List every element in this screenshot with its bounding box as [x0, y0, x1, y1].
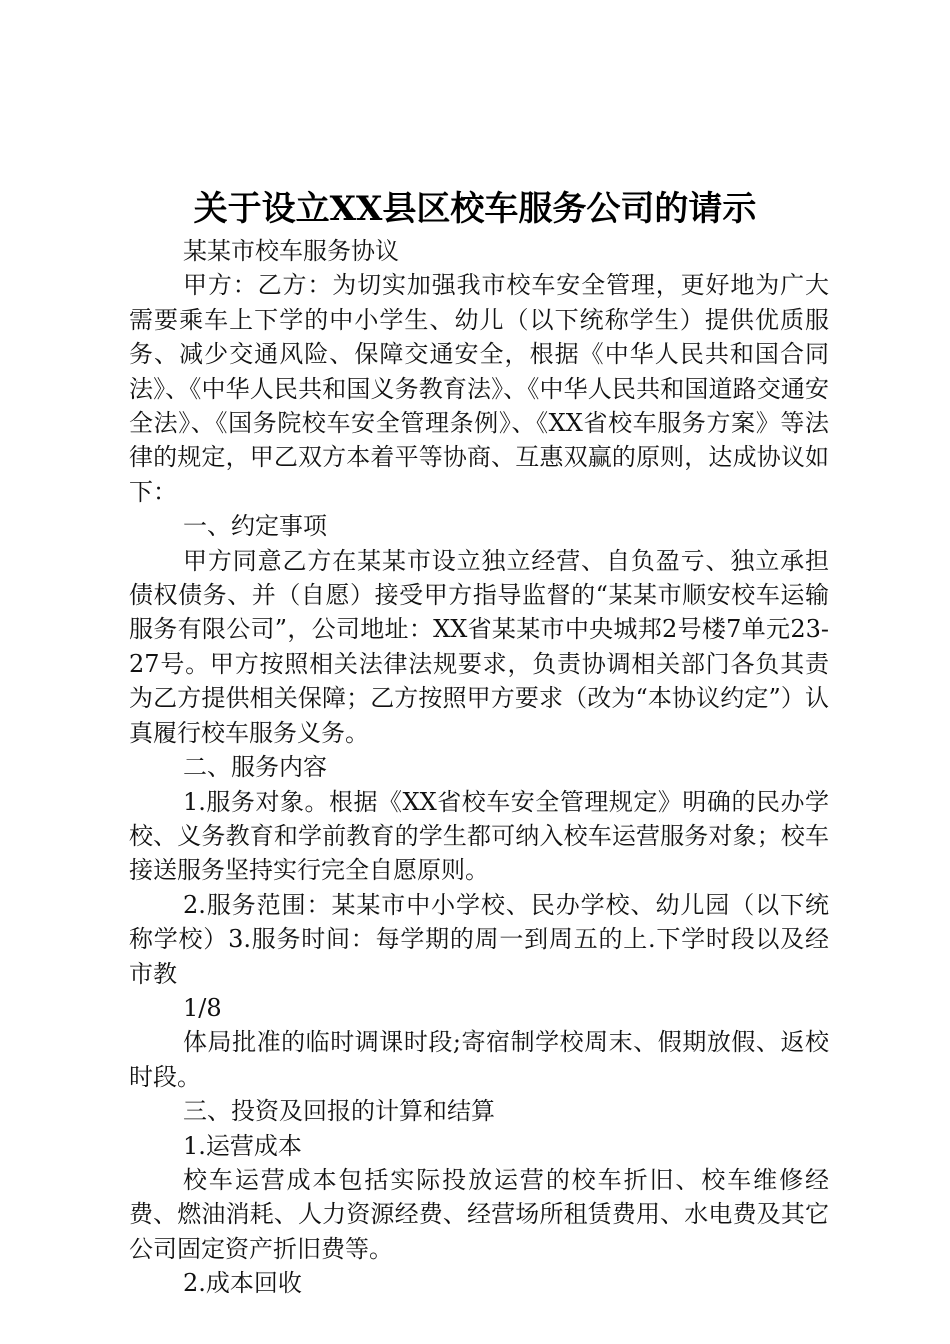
- agreed-matters-paragraph: 甲方同意乙方在某某市设立独立经营、自负盈亏、独立承担债权债务、并（自愿）接受甲方指导监督的“某某市顺安校车运输服务有限公司”，公司地址：XX省某某市中央城邦2号楼7单元23-27号。甲方按照相关法律法规要求，负责协调相关部门各负其责为乙方提供相关保障；乙方按照甲方要求（改为“本协议约定”）认真履行校车服务义务。: [129, 546, 829, 747]
- agreement-heading: 某某市校车服务协议: [183, 237, 399, 265]
- subheading-cost-recovery: 2.成本回收: [183, 1269, 302, 1298]
- preamble-paragraph: 甲方：乙方：为切实加强我市校车安全管理，更好地为广大需要乘车上下学的中小学生、幼儿（以下统称学生）提供优质服务、减少交通风险、保障交通安全，根据《中华人民共和国合同法》、《中华人民共和国义务教育法》、《中华人民共和国道路交通安全法》、《国务院校车安全管理条例》、《XX省校车服务方案》等法律的规定，甲乙双方本着平等协商、互惠双赢的原则，达成协议如下：: [129, 271, 829, 506]
- page-number: 1/8: [183, 993, 222, 1022]
- subheading-operating-cost: 1.运营成本: [183, 1131, 302, 1160]
- service-target-paragraph: 1.服务对象。根据《XX省校车安全管理规定》明确的民办学校、义务教育和学前教育的学生都可纳入校车运营服务对象；校车接送服务坚持实行完全自愿原则。: [129, 787, 829, 885]
- document-body: [129, 234, 829, 1301]
- section-heading-1: 一、约定事项: [183, 512, 327, 541]
- service-time-paragraph: 体局批准的临时调课时段;寄宿制学校周末、假期放假、返校时段。: [129, 1028, 829, 1091]
- section-heading-3: 三、投资及回报的计算和结算: [183, 1097, 495, 1126]
- service-scope-paragraph: 2.服务范围：某某市中小学校、民办学校、幼儿园（以下统称学校）3.服务时间：每学期的周一到周五的上.下学时段以及经市教: [129, 890, 829, 988]
- section-heading-2: 二、服务内容: [183, 753, 327, 782]
- operating-cost-paragraph: 校车运营成本包括实际投放运营的校车折旧、校车维修经费、燃油消耗、人力资源经费、经营场所租赁费用、水电费及其它公司固定资产折旧费等。: [129, 1165, 829, 1263]
- document-title: 关于设立XX县区校车服务公司的请示: [193, 189, 757, 229]
